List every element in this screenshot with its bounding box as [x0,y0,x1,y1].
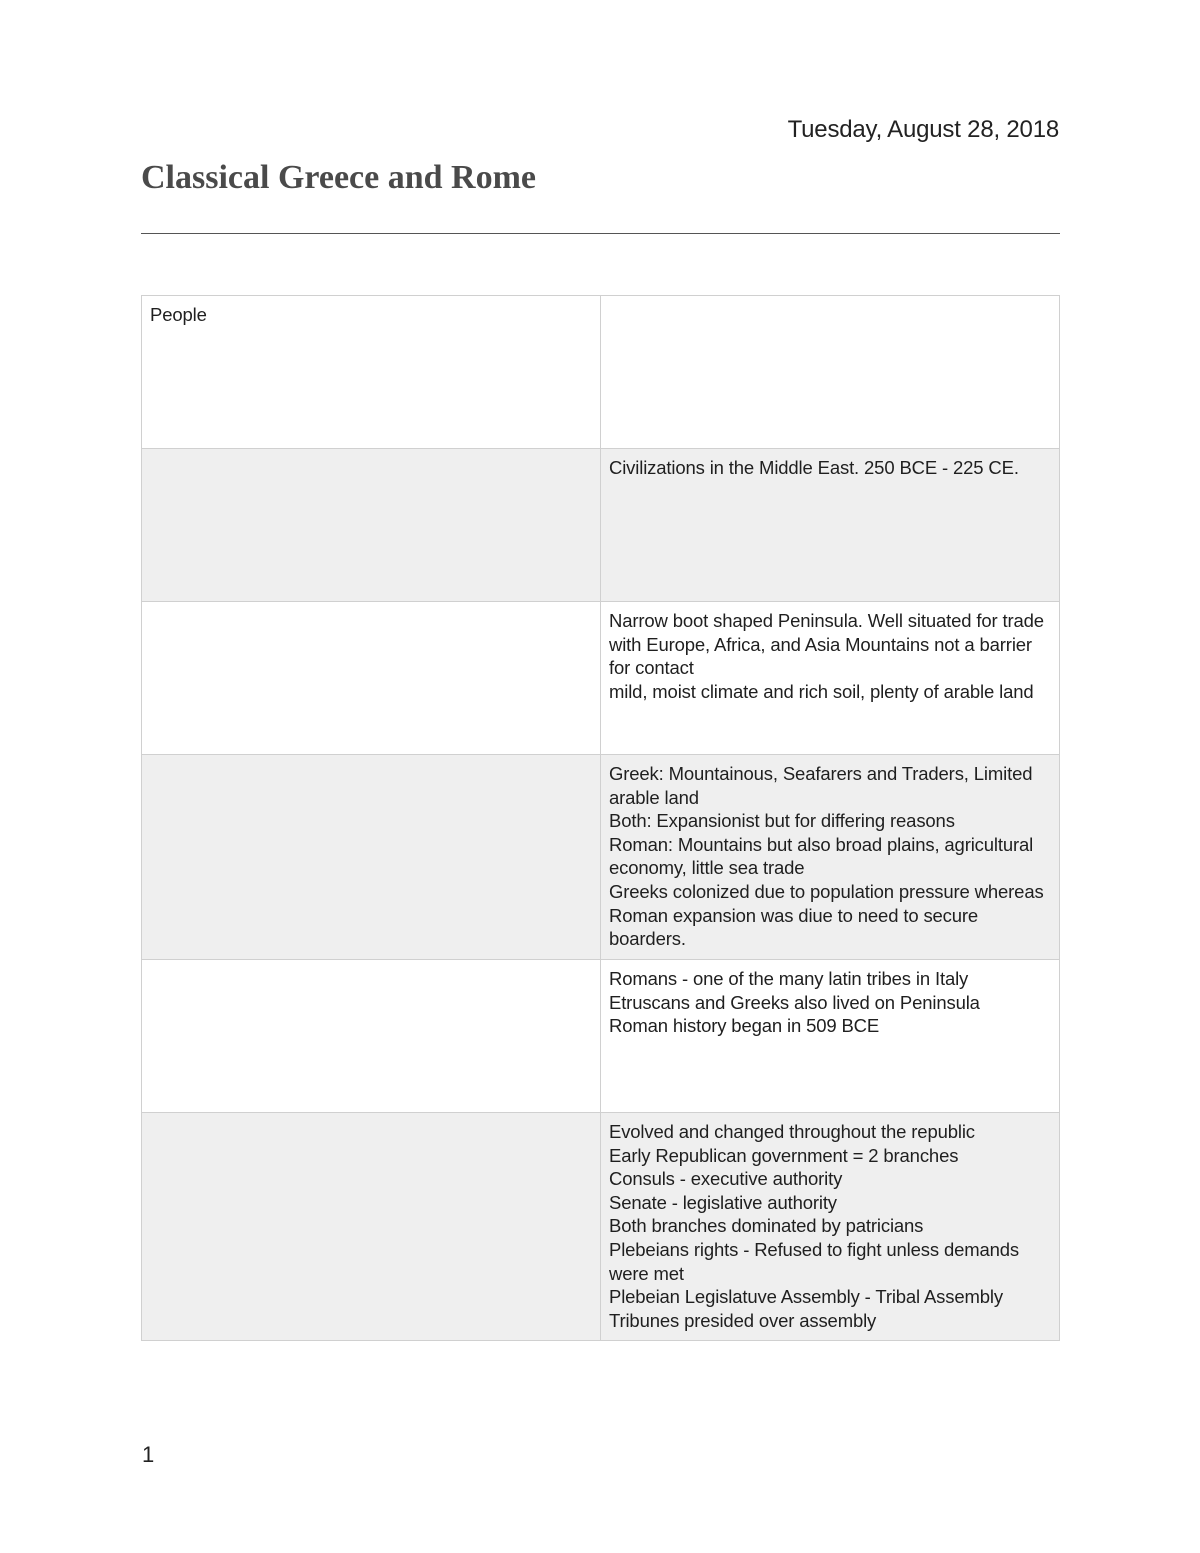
note-line: Etruscans and Greeks also lived on Peninsula [609,991,980,1013]
note-date: Tuesday, August 28, 2018 [787,116,1059,143]
row-5-notes-cell [601,960,1060,1113]
note-line: Civilizations in the Middle East. 250 BCE - 225 CE. [609,457,1019,478]
note-line: Roman: Mountains but also broad plains, agricultural economy, little sea trade [609,833,1034,879]
row-2-notes-cell [601,449,1060,602]
note-line: Consuls - executive authority [609,1168,843,1190]
table-row [142,1113,1060,1341]
note-line: Plebeian Legislatuve Assembly - Tribal Assembly [609,1286,1003,1308]
table-row [142,755,1060,960]
row-1-topic-cell: People [142,296,601,449]
note-line: Tribunes presided over assembly [609,1309,877,1331]
page-title: Classical Greece and Rome [141,159,537,196]
notes-table [141,295,1060,1341]
row-5-topic-cell [142,960,601,1113]
row-4-notes-cell [601,755,1060,960]
row-2-topic-cell [142,449,601,602]
note-line: Greeks colonized due to population pressure whereas Roman expansion was diue to need to secure boarders. [609,880,1044,950]
note-line: Both: Expansionist but for differing reasons [609,810,955,832]
row-3-topic-cell [142,602,601,755]
table-row [142,296,1060,449]
note-line: Evolved and changed throughout the republic [609,1121,975,1142]
page-number: 1 [142,1442,155,1467]
note-line: Senate - legislative authority [609,1191,837,1213]
note-line: Roman history began in 509 BCE [609,1015,880,1037]
row-1-notes-cell [601,296,1060,449]
table-row [142,602,1060,755]
row-4-topic-cell [142,755,601,960]
table-row [142,449,1060,602]
note-line: Early Republican government = 2 branches [609,1144,959,1166]
row-6-topic-cell [142,1113,601,1341]
title-divider [141,233,1060,234]
note-line: mild, moist climate and rich soil, plenty of arable land [609,680,1034,702]
note-line: Greek: Mountainous, Seafarers and Traders, Limited arable land [609,763,1033,808]
row-6-notes-cell [601,1113,1060,1341]
note-line: Plebeians rights - Refused to fight unless demands were met [609,1238,1020,1284]
note-line: Narrow boot shaped Peninsula. Well situated for trade with Europe, Africa, and Asia Mountains not a barrier for contact [609,610,1044,679]
table-row [142,960,1060,1113]
note-line: Both branches dominated by patricians [609,1215,924,1237]
note-line: Romans - one of the many latin tribes in Italy [609,968,969,989]
row-3-notes-cell [601,602,1060,755]
